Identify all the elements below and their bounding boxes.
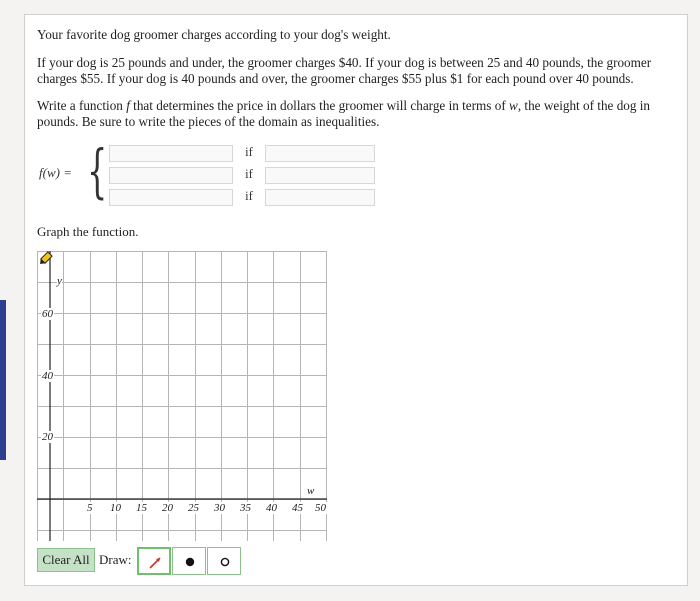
y-tick-label: 40 <box>42 370 53 382</box>
clear-all-button[interactable]: Clear All <box>37 548 95 572</box>
piece-2-domain-input[interactable] <box>265 167 375 184</box>
x-tick-label: 5 <box>87 502 93 514</box>
pricing-rules-text: If your dog is 25 pounds and under, the groomer charges $40. If your dog is between 25 and 40 pounds, the groomer charges $55. If your dog is 40 pounds and over, the groomer charges $55 plus $1 for each pound over 40 pounds. <box>37 55 652 86</box>
graph-caption: Graph the function. <box>37 224 139 239</box>
intro-text: Your favorite dog groomer charges according to your dog's weight. <box>37 27 391 42</box>
closed-dot-tool-button[interactable] <box>172 547 206 575</box>
task-function-symbol: f <box>126 98 130 113</box>
piece-3-expression-input[interactable] <box>109 189 233 206</box>
x-tick-label: 45 <box>292 502 303 514</box>
open-dot-tool-button[interactable] <box>207 547 241 575</box>
x-axis-name: w <box>307 485 315 497</box>
piece-3-if: if <box>245 189 253 203</box>
piece-1-expression-input[interactable] <box>109 145 233 162</box>
x-tick-label: 20 <box>162 502 173 514</box>
question-card <box>24 14 688 586</box>
left-accent-bar <box>0 300 6 460</box>
function-label: f(w) = <box>39 165 72 180</box>
line-tool-icon <box>139 549 173 577</box>
piece-1-if: if <box>245 145 253 159</box>
y-axis-name: y <box>57 275 62 287</box>
left-brace: { <box>87 137 108 205</box>
graph-grid <box>37 251 327 541</box>
graph-canvas[interactable] <box>37 251 327 541</box>
piece-3-domain-input[interactable] <box>265 189 375 206</box>
task-prefix: Write a function <box>37 98 127 113</box>
draw-label: Draw: <box>99 552 132 567</box>
task-suffix: , the weight of the dog in pounds. Be sure to write the pieces of the domain as inequalities. <box>37 98 651 129</box>
x-tick-label: 10 <box>110 502 121 514</box>
y-tick-label: 60 <box>42 308 53 320</box>
pencil-cursor-icon <box>37 251 53 267</box>
piece-2-expression-input[interactable] <box>109 167 233 184</box>
x-tick-label: 15 <box>136 502 147 514</box>
task-middle: that determines the price in dollars the groomer will charge in terms of <box>129 98 510 113</box>
open-dot-icon <box>208 548 242 576</box>
piece-2-if: if <box>245 167 253 181</box>
y-tick-label: 20 <box>42 431 53 443</box>
x-tick-label: 35 <box>240 502 251 514</box>
x-tick-label: 50 <box>315 502 326 514</box>
x-tick-label: 40 <box>266 502 277 514</box>
task-variable-symbol: w <box>509 98 518 113</box>
closed-dot-icon <box>173 548 207 576</box>
task-text <box>37 98 677 130</box>
line-tool-button[interactable] <box>137 547 171 575</box>
x-tick-label: 25 <box>188 502 199 514</box>
x-tick-label: 30 <box>214 502 225 514</box>
piece-1-domain-input[interactable] <box>265 145 375 162</box>
